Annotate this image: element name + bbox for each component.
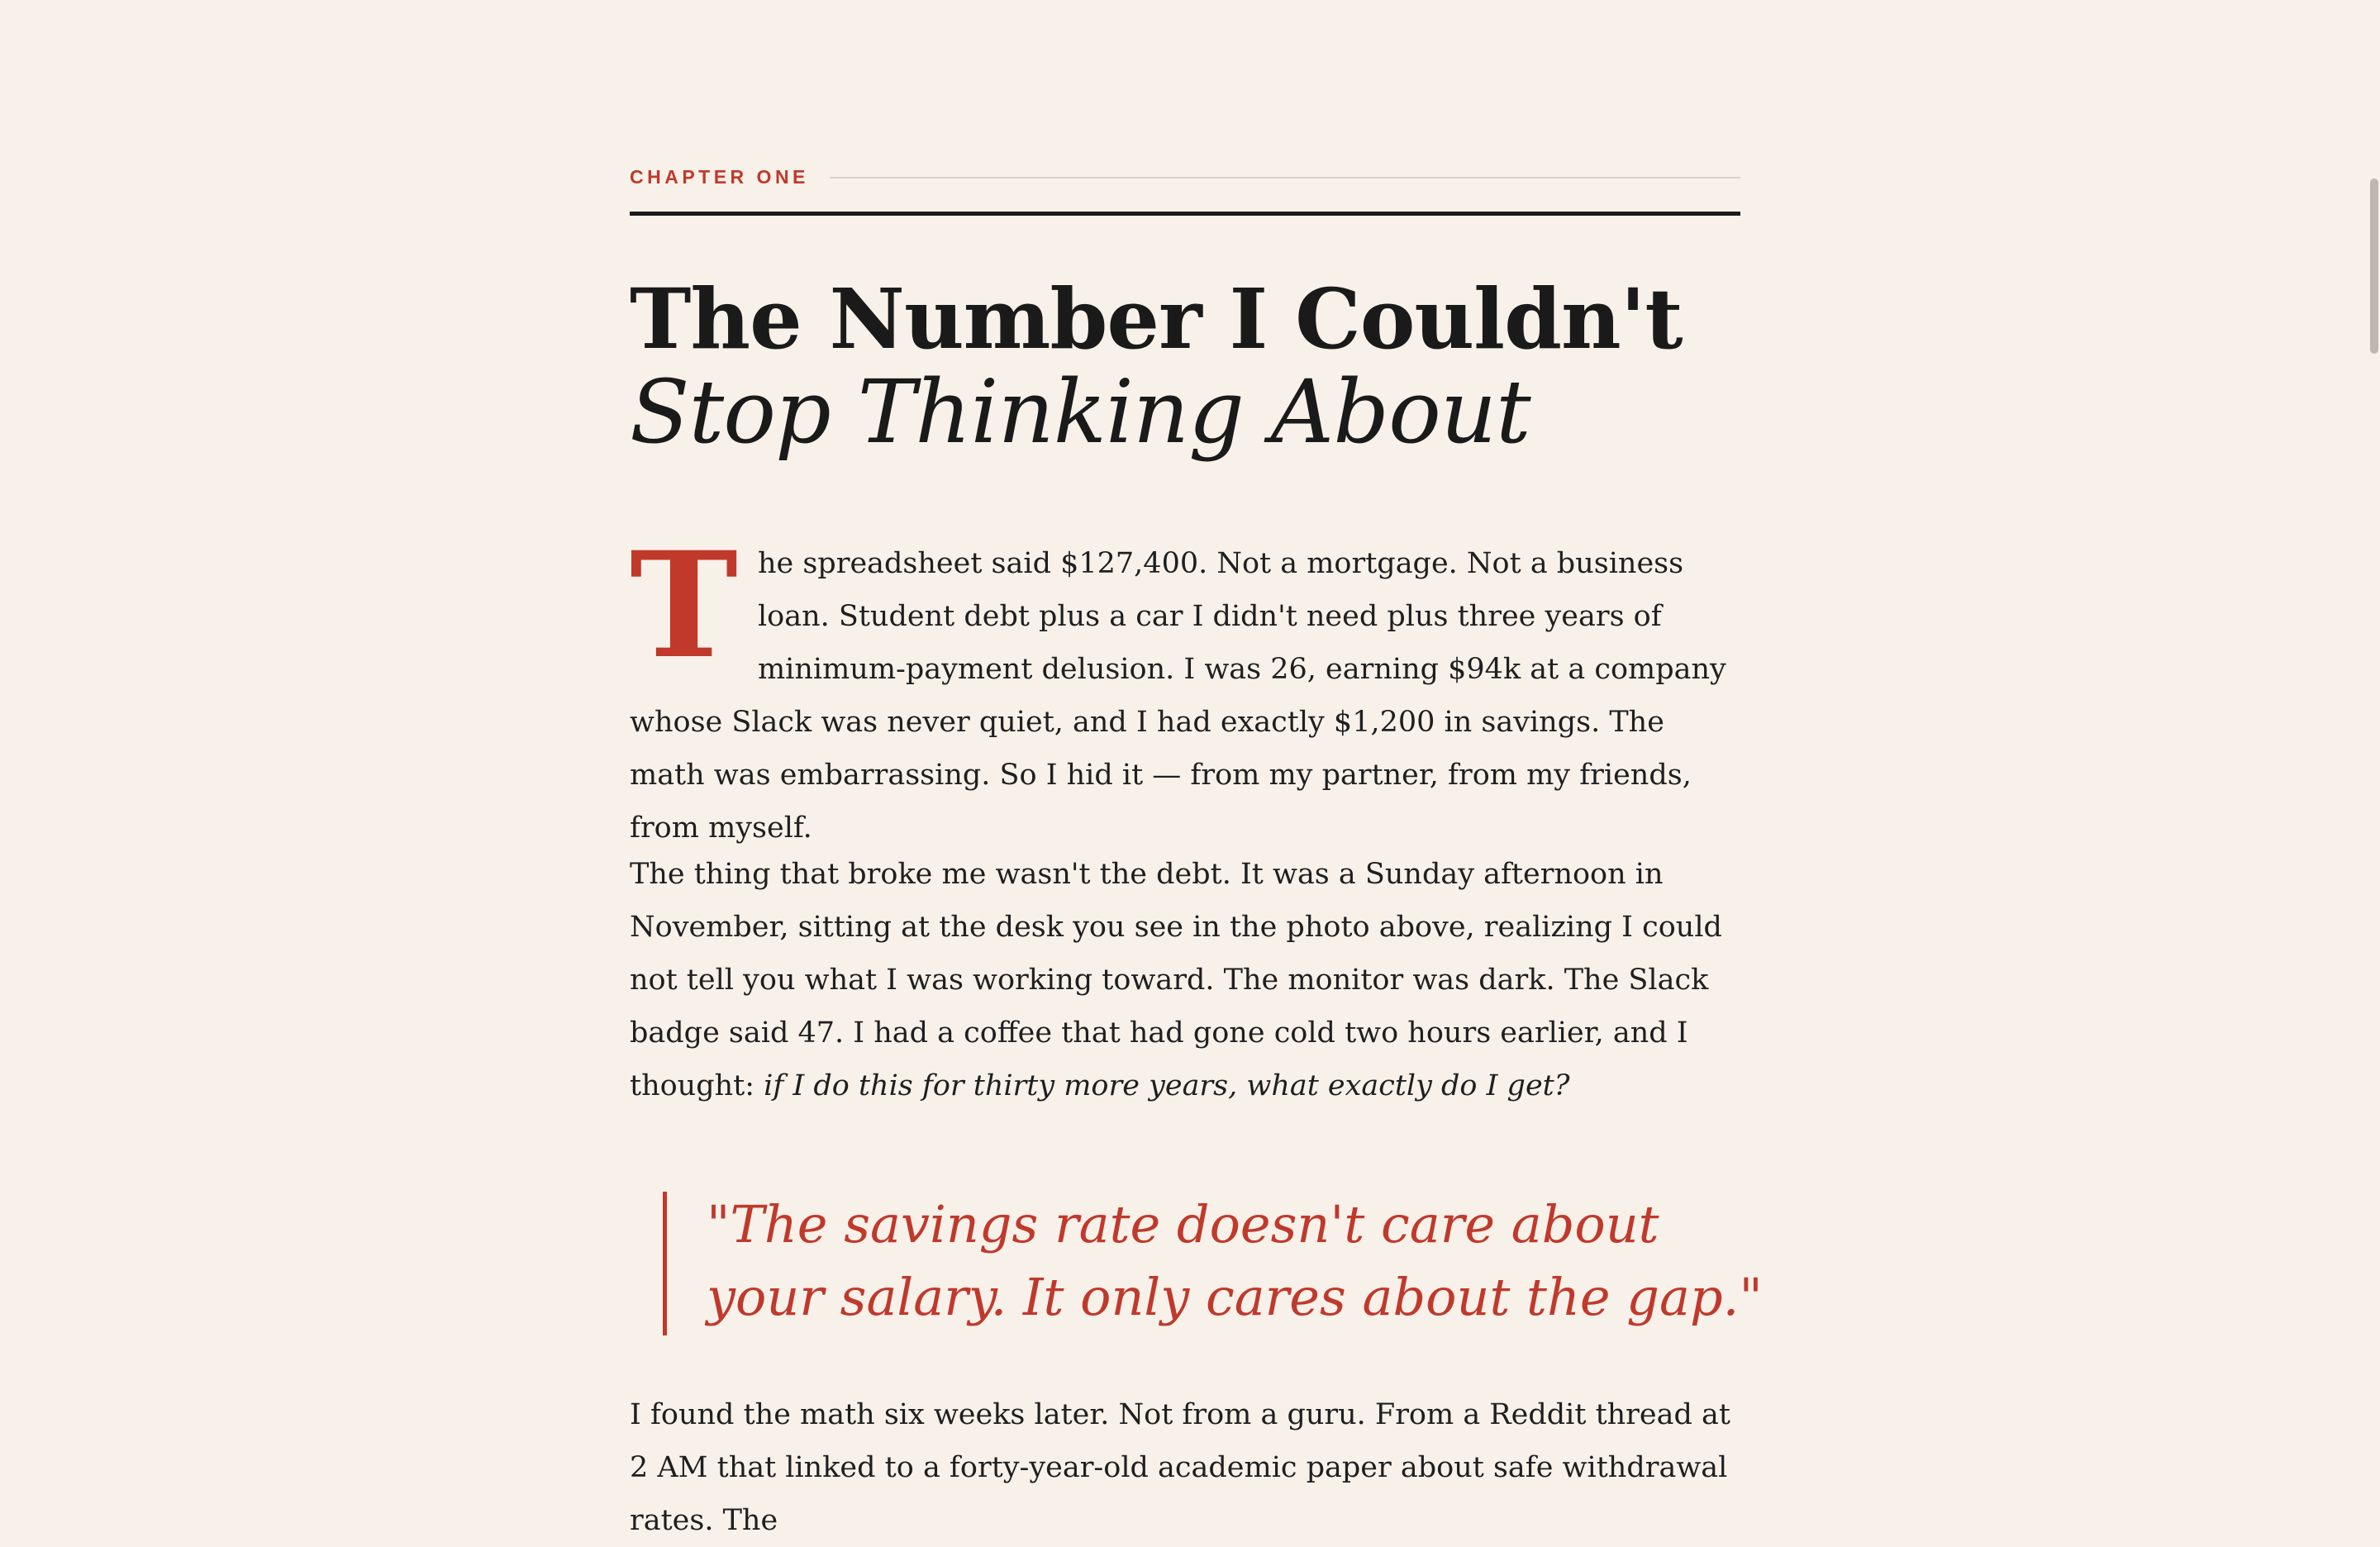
paragraph-2-italic: if I do this for thirty more years, what exactly do I get? (764, 1069, 1570, 1102)
pull-quote-text: "The savings rate doesn't care about your salary. It only cares about the gap." (707, 1194, 1763, 1327)
paragraph-2 (630, 848, 1740, 1112)
article-title (630, 270, 1740, 463)
title-line-1: The Number I Couldn't (630, 270, 1683, 368)
scrollbar-thumb[interactable] (2370, 178, 2378, 354)
pull-quote (663, 1192, 1773, 1335)
chapter-rule-divider (630, 212, 1740, 216)
chapter-label: CHAPTER ONE (630, 166, 809, 188)
paragraph-3: I found the math six weeks later. Not from a guru. From a Reddit thread at 2 AM that linked to a forty-year-old academic paper about safe withdrawal rates. The (630, 1398, 1730, 1537)
drop-cap: T (630, 520, 738, 691)
paragraph-1-text: he spreadsheet said $127,400. Not a mortgage. Not a business loan. Student debt plus a car I didn't need plus three years of minimum-payment delusion. I was 26, earning $94k at a company whose Slack was never quiet, and I had exactly $1,200 in savings. The math was embarrassing. So I hid it — from my partner, from my friends, from myself. (630, 547, 1726, 845)
chapter-hairline-divider (830, 177, 1740, 178)
title-line-2: Stop Thinking About (630, 361, 1530, 463)
paragraph-1 (630, 520, 1740, 854)
chapter-header (630, 162, 1740, 195)
scrollbar[interactable] (2362, 0, 2380, 1488)
paragraph-2-text: The thing that broke me wasn't the debt. It was a Sunday afternoon in November, sitting at the desk you see in the photo above, realizing I could not tell you what I was working toward. The monitor was dark. The Slack badge said 47. I had a coffee that had gone cold two hours earlier, and I thought: (630, 858, 1722, 1102)
